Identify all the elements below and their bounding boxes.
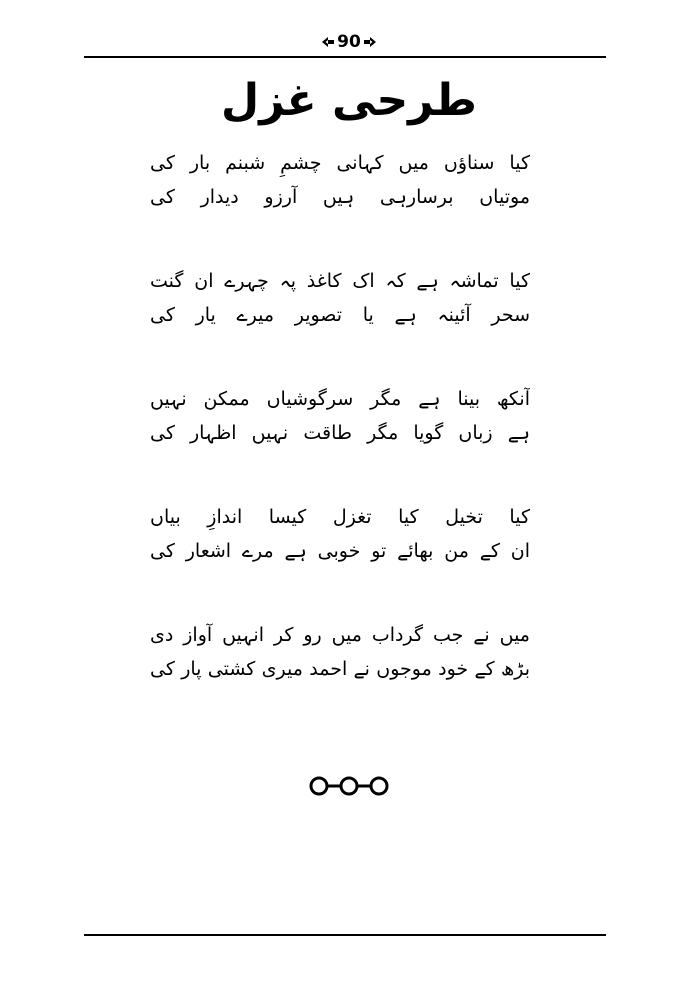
verse-line: بڑھ کے خود موجوں نے احمد میری کشتی پار کی xyxy=(150,658,530,680)
stanza xyxy=(150,382,530,450)
page-header xyxy=(0,30,698,54)
poem xyxy=(150,146,530,736)
stanza xyxy=(150,500,530,568)
bottom-rule xyxy=(84,934,606,936)
page-title: طرحی غزل xyxy=(221,75,477,126)
page-number-badge xyxy=(321,32,377,52)
linked-circles-icon xyxy=(307,774,391,798)
verse-line: سحر آئینہ ہے یا تصویر میرے یار کی xyxy=(150,304,530,326)
verse-line: کیا تماشہ ہے کہ اک کاغذ پہ چہرے ان گنت xyxy=(150,270,530,292)
verse-line: کیا تخیل کیا تغزل کیسا اندازِ بیاں xyxy=(150,506,530,528)
verse-line: ہے زباں گویا مگر طاقت نہیں اظہار کی xyxy=(150,422,530,444)
end-ornament xyxy=(0,772,698,800)
stanza xyxy=(150,618,530,686)
left-ornament-icon xyxy=(321,36,335,48)
verse-line: میں نے جب گرداب میں رو کر انہیں آواز دی xyxy=(150,624,530,646)
verse-line: ان کے من بھائے تو خوبی ہے مرے اشعار کی xyxy=(150,540,530,562)
verse-line: موتیاں برسارہی ہیں آرزو دیدار کی xyxy=(150,186,530,208)
top-rule xyxy=(84,56,606,58)
stanza xyxy=(150,146,530,214)
stanza xyxy=(150,264,530,332)
page-number: 90 xyxy=(337,32,361,52)
right-ornament-icon xyxy=(363,36,377,48)
verse-line: آنکھ بینا ہے مگر سرگوشیاں ممکن نہیں xyxy=(150,388,530,410)
verse-line: کیا سناؤں میں کہانی چشمِ شبنم بار کی xyxy=(150,152,530,174)
